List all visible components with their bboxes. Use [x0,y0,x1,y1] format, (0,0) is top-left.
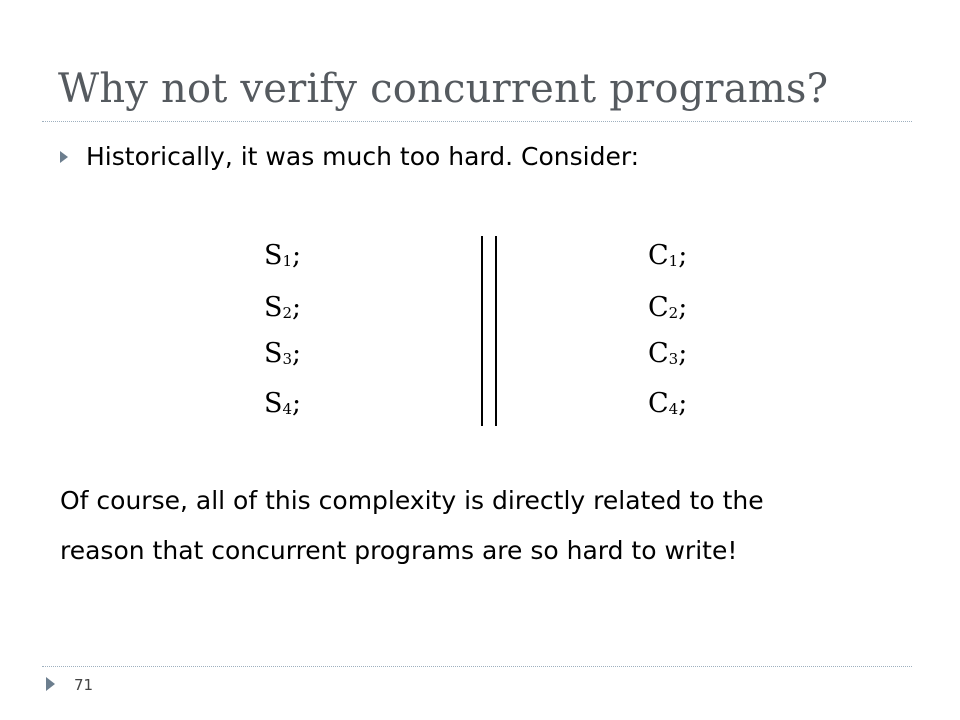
right-statement-4: $C_4$; [648,388,688,419]
bullet-text: Historically, it was much too hard. Consider: [86,142,640,171]
left-statement-1: $S_1$; [264,240,302,271]
parallel-bar-left [481,236,483,426]
right-statement-3: $C_3$; [648,338,688,369]
left-statement-4: $S_4$; [264,388,302,419]
footer-triangle-icon [46,677,55,691]
left-statement-3: $S_3$; [264,338,302,369]
title-divider [42,121,912,122]
right-statement-1: $C_1$; [648,240,688,271]
paragraph-line-2: reason that concurrent programs are so hard to write! [60,536,738,565]
paragraph-line-1: Of course, all of this complexity is directly related to the [60,486,764,515]
right-statement-2: $C_2$; [648,292,688,323]
footer-divider [42,666,912,667]
bullet-item [60,142,639,171]
slide-title: Why not verify concurrent programs? [58,66,829,112]
left-statement-2: $S_2$; [264,292,302,323]
parallel-bar-right [495,236,497,426]
page-number: 71 [74,676,94,694]
triangle-bullet-icon [60,151,68,163]
